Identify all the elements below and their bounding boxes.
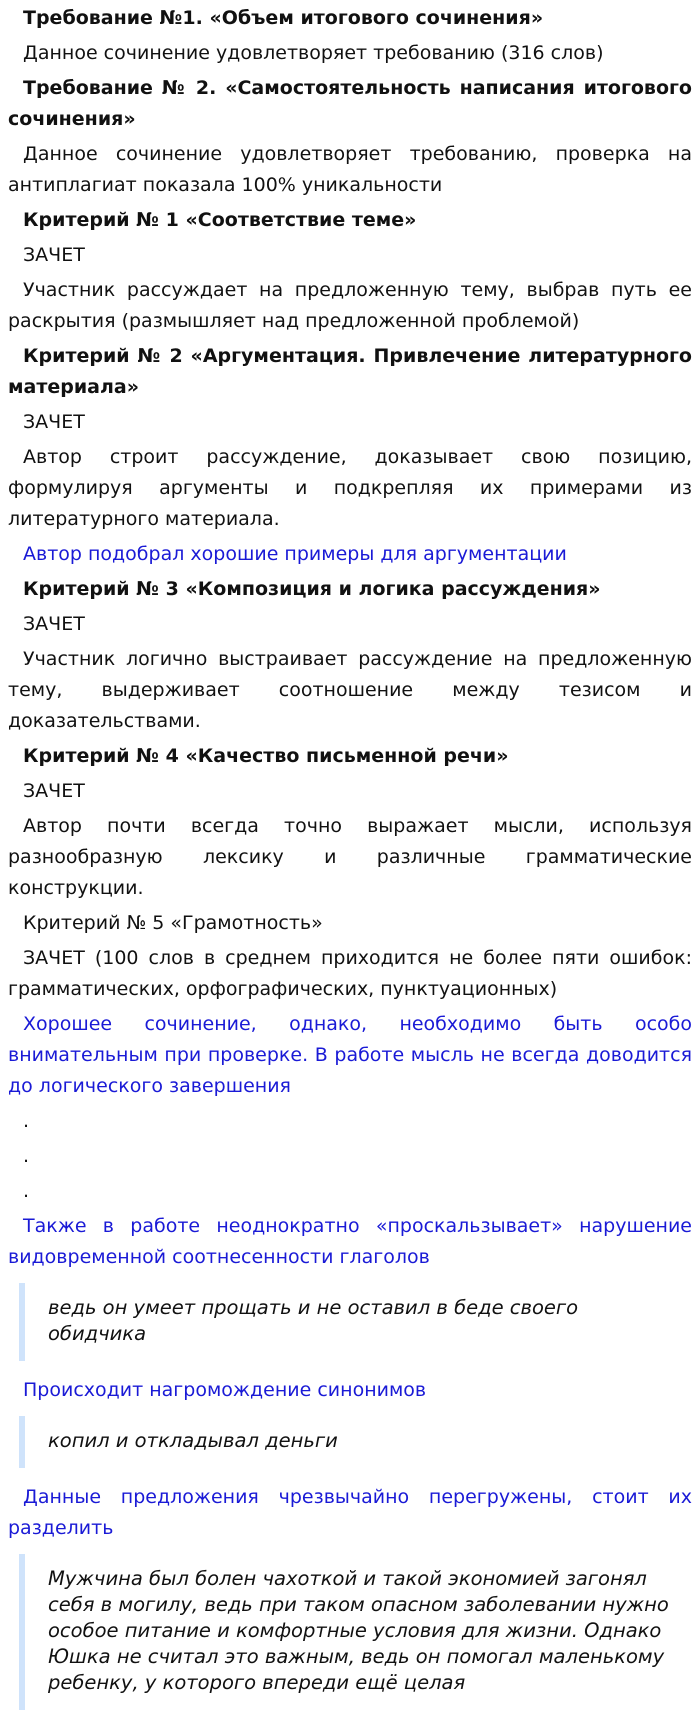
criterion-1-comment: Участник рассуждает на предложенную тему, выбрав путь ее раскрытия (размышляет над предложенной проблемой) [8,279,692,332]
criterion-2-verdict: ЗАЧЕТ [23,411,85,433]
reviewer-note-verb-tense: Также в работе неоднократно «проскальзывает» нарушение видовременной соотнесенности глаголов [8,1215,692,1268]
criterion-3-heading: Критерий № 3 «Композиция и логика рассуждения» [23,578,601,600]
requirement-2-result: Данное сочинение удовлетворяет требованию, проверка на антиплагиат показала 100% уникальности [8,143,692,196]
ellipsis-dot-3: . [23,1180,30,1202]
criterion-4-heading: Критерий № 4 «Качество письменной речи» [23,745,509,767]
criterion-3-comment: Участник логично выстраивает рассуждение на предложенную тему, выдерживает соотношение между тезисом и доказательствами. [8,648,692,732]
criterion-4-verdict: ЗАЧЕТ [23,780,85,802]
reviewer-note-synonyms: Происходит нагромождение синонимов [23,1379,427,1401]
criterion-5-heading: Критерий № 5 «Грамотность» [23,912,323,934]
reviewer-note-overloaded: Данные предложения чрезвычайно перегружены, стоит их разделить [8,1486,692,1539]
requirement-1-heading: Требование №1. «Объем итогового сочинения» [23,7,544,29]
reviewer-note-summary: Хорошее сочинение, однако, необходимо быть особо внимательным при проверке. В работе мысль не всегда доводится до логического завершения [8,1013,692,1097]
criterion-2-comment: Автор строит рассуждение, доказывает свою позицию, формулируя аргументы и подкрепляя их примерами из литературного материала. [8,446,692,530]
criterion-1-heading: Критерий № 1 «Соответствие теме» [23,209,417,231]
requirement-1-result: Данное сочинение удовлетворяет требованию (316 слов) [23,42,604,64]
criterion-5-verdict: ЗАЧЕТ (100 слов в среднем приходится не более пяти ошибок: грамматических, орфографических, пунктуационных) [8,947,692,1000]
reviewer-note-arguments: Автор подобрал хорошие примеры для аргументации [23,543,567,565]
criterion-3-verdict: ЗАЧЕТ [23,613,85,635]
criterion-4-comment: Автор почти всегда точно выражает мысли, используя разнообразную лексику и различные грамматические конструкции. [8,815,692,899]
ellipsis-dot-2: . [23,1145,30,1167]
criterion-2-heading: Критерий № 2 «Аргументация. Привлечение литературного материала» [8,345,692,398]
requirement-2-heading: Требование № 2. «Самостоятельность написания итогового сочинения» [8,77,692,130]
criterion-1-verdict: ЗАЧЕТ [23,244,85,266]
quote-excerpt-1: ведь он умеет прощать и не оставил в беде своего обидчика [19,1283,692,1361]
quote-excerpt-2: копил и откладывал деньги [19,1416,692,1468]
quote-excerpt-3: Мужчина был болен чахоткой и такой экономией загонял себя в могилу, ведь при таком опасном заболевании нужно особое питание и комфортные условия для жизни. Однако Юшка не считал это важным, ведь он помогал маленькому ребенку, у которого впереди ещё целая [19,1554,692,1710]
ellipsis-dot-1: . [23,1110,30,1132]
